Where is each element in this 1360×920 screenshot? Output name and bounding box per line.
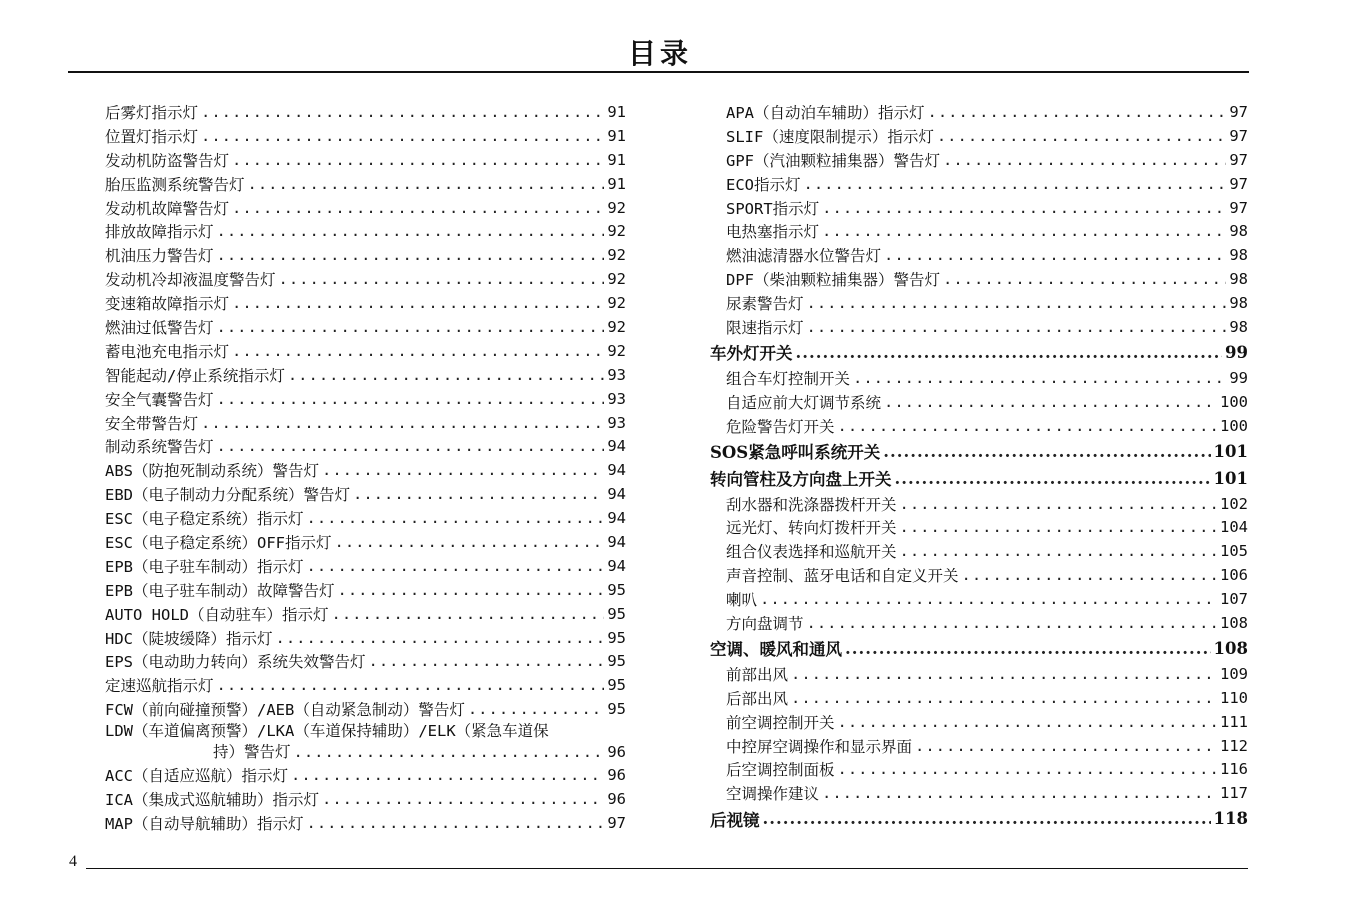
toc-entry-page: 93 xyxy=(607,389,626,408)
toc-entry-page: 100 xyxy=(1220,416,1248,435)
toc-entry[interactable] xyxy=(710,515,1248,539)
toc-entry[interactable] xyxy=(710,243,1248,267)
toc-entry-page: 94 xyxy=(607,485,626,504)
toc-entry[interactable] xyxy=(105,219,626,243)
toc-entry-page: 100 xyxy=(1220,392,1248,411)
dot-leader xyxy=(291,766,604,784)
toc-entry-label: EPS（电动助力转向）系统失效警告灯 xyxy=(105,653,366,672)
toc-entry[interactable] xyxy=(105,339,626,363)
dot-leader xyxy=(217,676,605,694)
toc-entry-label: 前空调控制开关 xyxy=(726,713,835,732)
toc-entry-label: 后部出风 xyxy=(726,689,789,708)
dot-leader xyxy=(791,689,1217,707)
toc-entry-page: 92 xyxy=(607,246,626,265)
toc-entry-label: 变速箱故障指示灯 xyxy=(105,295,230,314)
toc-entry-label: 空调、暖风和通风 xyxy=(710,640,842,660)
toc-entry-label: 燃油滤清器水位警告灯 xyxy=(726,247,882,266)
dot-leader xyxy=(845,639,1211,658)
dot-leader xyxy=(468,700,605,718)
toc-entry-label: 排放故障指示灯 xyxy=(105,223,214,242)
toc-entry-page: 104 xyxy=(1220,518,1248,537)
toc-entry-label: 安全带警告灯 xyxy=(105,414,199,433)
toc-entry-label: HDC（陡坡缓降）指示灯 xyxy=(105,629,273,648)
dot-leader xyxy=(322,790,604,808)
toc-entry-page: 106 xyxy=(1220,566,1248,585)
toc-entry-label: 中控屏空调操作和显示界面 xyxy=(726,737,913,756)
toc-entry-page: 110 xyxy=(1220,688,1248,707)
toc-entry[interactable] xyxy=(710,366,1248,390)
toc-entry[interactable] xyxy=(105,196,626,220)
toc-entry-label: 后雾灯指示灯 xyxy=(105,103,199,122)
toc-entry-page: 95 xyxy=(607,580,626,599)
toc-entry[interactable] xyxy=(710,291,1248,315)
toc-entry[interactable] xyxy=(105,578,626,602)
toc-entry-page: 95 xyxy=(607,628,626,647)
dot-leader xyxy=(763,809,1211,828)
toc-entry-label: 方向盘调节 xyxy=(726,614,804,633)
dot-leader xyxy=(791,665,1217,683)
toc-entry-label: 后空调控制面板 xyxy=(726,761,835,780)
toc-entry-page: 97 xyxy=(607,813,626,832)
toc-entry-label: 蓄电池充电指示灯 xyxy=(105,342,230,361)
toc-entry-label: 位置灯指示灯 xyxy=(105,127,199,146)
toc-entry-page: 96 xyxy=(607,743,626,762)
toc-entry-page: 99 xyxy=(1225,342,1248,362)
toc-section-entry[interactable] xyxy=(710,465,1248,492)
toc-left-column xyxy=(105,100,626,835)
toc-entry-page: 97 xyxy=(1229,150,1248,169)
dot-leader xyxy=(838,760,1217,778)
toc-entry-page: 92 xyxy=(607,198,626,217)
toc-entry-label: 安全气囊警告灯 xyxy=(105,390,214,409)
toc-entry[interactable] xyxy=(710,563,1248,587)
toc-entry-label: 胎压监测系统警告灯 xyxy=(105,175,245,194)
dot-leader xyxy=(838,417,1217,435)
toc-entry-label-line2 xyxy=(105,742,626,763)
toc-entry[interactable] xyxy=(105,811,626,835)
toc-entry-page: 95 xyxy=(607,676,626,695)
dot-leader xyxy=(822,222,1226,240)
dot-leader xyxy=(338,581,605,599)
dot-leader xyxy=(307,814,605,832)
toc-entry-label: 后视镜 xyxy=(710,810,760,830)
toc-entry[interactable] xyxy=(105,458,626,482)
dot-leader xyxy=(883,442,1210,461)
dot-leader xyxy=(335,533,605,551)
toc-section-entry[interactable] xyxy=(710,805,1248,832)
toc-entry-label: 组合仪表选择和巡航开关 xyxy=(726,543,897,562)
toc-entry-page: 98 xyxy=(1229,246,1248,265)
dot-leader xyxy=(900,495,1217,513)
toc-entry[interactable] xyxy=(105,291,626,315)
dot-leader xyxy=(232,294,604,312)
toc-entry-label: SPORT指示灯 xyxy=(726,199,820,218)
toc-entry-label: 远光灯、转向灯拨杆开关 xyxy=(726,519,897,538)
toc-entry-page: 91 xyxy=(607,174,626,193)
dot-leader xyxy=(217,222,605,240)
dot-leader xyxy=(332,605,605,623)
toc-entry-page: 93 xyxy=(607,413,626,432)
toc-entry-label: APA（自动泊车辅助）指示灯 xyxy=(726,103,925,122)
toc-entry[interactable] xyxy=(105,763,626,787)
toc-entry-page: 96 xyxy=(607,789,626,808)
toc-entry[interactable] xyxy=(710,710,1248,734)
dot-leader xyxy=(369,652,605,670)
toc-entry-label: 持）警告灯 xyxy=(213,743,291,762)
dot-leader xyxy=(943,270,1226,288)
toc-entry-label: 发动机冷却液温度警告灯 xyxy=(105,271,276,290)
toc-entry[interactable] xyxy=(105,697,626,721)
toc-entry-label: AUTO HOLD（自动驻车）指示灯 xyxy=(105,605,329,624)
toc-entry-page: 111 xyxy=(1220,712,1248,731)
toc-entry-label: 限速指示灯 xyxy=(726,318,804,337)
toc-entry-page: 101 xyxy=(1213,468,1248,488)
dot-leader xyxy=(943,151,1226,169)
toc-entry-page: 92 xyxy=(607,270,626,289)
toc-entry-page: 102 xyxy=(1220,494,1248,513)
toc-entry-page: 99 xyxy=(1229,368,1248,387)
toc-entry[interactable] xyxy=(710,315,1248,339)
toc-entry[interactable] xyxy=(710,492,1248,516)
dot-leader xyxy=(217,390,605,408)
toc-entry-label: 危险警告灯开关 xyxy=(726,417,835,436)
toc-entry[interactable] xyxy=(105,124,626,148)
toc-entry[interactable] xyxy=(105,506,626,530)
toc-entry-label: EBD（电子制动力分配系统）警告灯 xyxy=(105,486,350,505)
toc-entry-page: 94 xyxy=(607,461,626,480)
footer-rule xyxy=(86,868,1248,869)
toc-entry-label: SOS紧急呼叫系统开关 xyxy=(710,443,881,463)
toc-entry-label: 喇叭 xyxy=(726,591,758,610)
dot-leader xyxy=(760,590,1217,608)
toc-entry[interactable] xyxy=(105,482,626,506)
dot-leader xyxy=(915,737,1217,755)
toc-entry-label: 定速巡航指示灯 xyxy=(105,677,214,696)
toc-entry-label: 组合车灯控制开关 xyxy=(726,369,851,388)
dot-leader xyxy=(232,199,604,217)
dot-leader xyxy=(232,342,604,360)
toc-entry[interactable] xyxy=(710,124,1248,148)
toc-entry-label: 发动机防盗警告灯 xyxy=(105,151,230,170)
toc-entry-page: 105 xyxy=(1220,542,1248,561)
toc-entry[interactable] xyxy=(710,539,1248,563)
page-number: 4 xyxy=(69,853,77,870)
toc-entry-label: 机油压力警告灯 xyxy=(105,247,214,266)
dot-leader xyxy=(900,518,1217,536)
toc-entry[interactable] xyxy=(710,196,1248,220)
dot-leader xyxy=(201,127,604,145)
toc-entry[interactable] xyxy=(105,602,626,626)
title-rule xyxy=(68,71,1249,73)
toc-entry-page: 94 xyxy=(607,556,626,575)
toc-entry-label: 燃油过低警告灯 xyxy=(105,318,214,337)
toc-entry-label: 刮水器和洗涤器拨杆开关 xyxy=(726,495,897,514)
toc-entry-page: 98 xyxy=(1229,317,1248,336)
toc-entry-page: 97 xyxy=(1229,198,1248,217)
dot-leader xyxy=(307,509,605,527)
toc-entry[interactable] xyxy=(105,721,626,763)
toc-entry[interactable] xyxy=(105,100,626,124)
toc-entry[interactable] xyxy=(710,267,1248,291)
toc-entry-label: 制动系统警告灯 xyxy=(105,438,214,457)
toc-entry-page: 92 xyxy=(607,222,626,241)
toc-entry[interactable] xyxy=(710,781,1248,805)
toc-entry[interactable] xyxy=(710,686,1248,710)
dot-leader xyxy=(937,127,1227,145)
toc-entry[interactable] xyxy=(710,172,1248,196)
toc-entry[interactable] xyxy=(105,411,626,435)
toc-entry-label: 自适应前大灯调节系统 xyxy=(726,393,882,412)
toc-entry[interactable] xyxy=(105,530,626,554)
dot-leader xyxy=(276,629,605,647)
toc-right-column xyxy=(710,100,1248,832)
toc-entry-page: 91 xyxy=(607,102,626,121)
toc-section-entry[interactable] xyxy=(710,438,1248,465)
dot-leader xyxy=(248,175,605,193)
toc-entry[interactable] xyxy=(105,387,626,411)
toc-entry[interactable] xyxy=(710,734,1248,758)
toc-entry-page: 97 xyxy=(1229,126,1248,145)
toc-section-entry[interactable] xyxy=(710,635,1248,662)
dot-leader xyxy=(307,557,605,575)
toc-entry[interactable] xyxy=(105,649,626,673)
toc-entry[interactable] xyxy=(710,757,1248,781)
toc-entry-page: 98 xyxy=(1229,294,1248,313)
toc-entry-page: 108 xyxy=(1213,638,1248,658)
toc-entry-label: ACC（自适应巡航）指示灯 xyxy=(105,767,288,786)
toc-entry[interactable] xyxy=(710,414,1248,438)
toc-entry[interactable] xyxy=(710,100,1248,124)
toc-entry-page: 95 xyxy=(607,652,626,671)
toc-entry-label: EPB（电子驻车制动）指示灯 xyxy=(105,557,304,576)
toc-entry-label: 前部出风 xyxy=(726,665,789,684)
dot-leader xyxy=(807,294,1227,312)
dot-leader xyxy=(838,713,1217,731)
toc-entry-page: 109 xyxy=(1220,664,1248,683)
toc-entry-page: 96 xyxy=(607,766,626,785)
toc-entry-label: SLIF（速度限制提示）指示灯 xyxy=(726,127,934,146)
dot-leader xyxy=(804,175,1227,193)
toc-entry-page: 116 xyxy=(1220,760,1248,779)
toc-entry-label: 智能起动/停止系统指示灯 xyxy=(105,366,285,385)
toc-entry-page: 94 xyxy=(607,437,626,456)
toc-entry-page: 91 xyxy=(607,150,626,169)
toc-entry-page: 94 xyxy=(607,532,626,551)
dot-leader xyxy=(822,784,1217,802)
toc-entry-label-block xyxy=(105,721,626,763)
toc-entry-page: 92 xyxy=(607,294,626,313)
page-title: 目录 xyxy=(627,37,692,70)
dot-leader xyxy=(217,246,605,264)
toc-entry-page: 97 xyxy=(1229,102,1248,121)
dot-leader xyxy=(288,366,604,384)
dot-leader xyxy=(853,369,1226,387)
dot-leader xyxy=(279,270,605,288)
toc-entry[interactable] xyxy=(105,267,626,291)
toc-entry[interactable] xyxy=(105,673,626,697)
toc-entry[interactable] xyxy=(105,363,626,387)
toc-entry-label: LDW（车道偏离预警）/LKA（车道保持辅助）/ELK（紧急车道保 xyxy=(105,722,549,741)
toc-entry-page: 98 xyxy=(1229,270,1248,289)
toc-entry-label: MAP（自动导航辅助）指示灯 xyxy=(105,814,304,833)
toc-entry-page: 107 xyxy=(1220,590,1248,609)
dot-leader xyxy=(928,103,1227,121)
toc-entry-page: 95 xyxy=(607,604,626,623)
toc-entry-label: ESC（电子稳定系统）指示灯 xyxy=(105,510,304,529)
dot-leader xyxy=(796,343,1223,362)
toc-entry-page: 112 xyxy=(1220,736,1248,755)
toc-entry-label: 尿素警告灯 xyxy=(726,295,804,314)
dot-leader xyxy=(900,542,1217,560)
toc-entry[interactable] xyxy=(105,315,626,339)
toc-entry-label: GPF（汽油颗粒捕集器）警告灯 xyxy=(726,151,940,170)
toc-entry[interactable] xyxy=(710,219,1248,243)
toc-entry-label: ECO指示灯 xyxy=(726,175,801,194)
toc-entry[interactable] xyxy=(710,611,1248,635)
toc-entry-label: EPB（电子驻车制动）故障警告灯 xyxy=(105,581,335,600)
toc-entry[interactable] xyxy=(710,148,1248,172)
toc-entry-label: ICA（集成式巡航辅助）指示灯 xyxy=(105,790,319,809)
toc-entry-page: 95 xyxy=(607,700,626,719)
toc-entry-page: 118 xyxy=(1213,809,1248,829)
toc-entry-label: DPF（柴油颗粒捕集器）警告灯 xyxy=(726,271,940,290)
toc-entry[interactable] xyxy=(105,172,626,196)
toc-entry-label: 转向管柱及方向盘上开关 xyxy=(710,470,892,490)
toc-entry-label: 车外灯开关 xyxy=(710,344,793,364)
dot-leader xyxy=(353,485,604,503)
dot-leader xyxy=(217,437,605,455)
toc-entry-label: 声音控制、蓝牙电话和自定义开关 xyxy=(726,567,959,586)
toc-entry-page: 101 xyxy=(1213,441,1248,461)
toc-entry-page: 92 xyxy=(607,341,626,360)
toc-entry[interactable] xyxy=(710,662,1248,686)
dot-leader xyxy=(201,414,604,432)
dot-leader xyxy=(884,393,1217,411)
toc-entry[interactable] xyxy=(105,787,626,811)
toc-entry-page: 108 xyxy=(1220,613,1248,632)
toc-entry-label: ABS（防抱死制动系统）警告灯 xyxy=(105,462,319,481)
toc-entry-label: 电热塞指示灯 xyxy=(726,223,820,242)
toc-entry-page: 117 xyxy=(1220,784,1248,803)
toc-entry[interactable] xyxy=(105,554,626,578)
dot-leader xyxy=(232,151,604,169)
toc-entry-label: ESC（电子稳定系统）OFF指示灯 xyxy=(105,533,332,552)
dot-leader xyxy=(884,246,1226,264)
dot-leader xyxy=(294,742,605,763)
toc-entry[interactable] xyxy=(105,434,626,458)
toc-entry[interactable] xyxy=(710,390,1248,414)
toc-entry-page: 97 xyxy=(1229,174,1248,193)
dot-leader xyxy=(822,199,1226,217)
dot-leader xyxy=(807,614,1217,632)
toc-entry-label: 发动机故障警告灯 xyxy=(105,199,230,218)
toc-entry[interactable] xyxy=(105,148,626,172)
toc-entry-page: 94 xyxy=(607,509,626,528)
toc-entry[interactable] xyxy=(105,243,626,267)
toc-entry[interactable] xyxy=(105,626,626,650)
toc-entry-page: 92 xyxy=(607,317,626,336)
dot-leader xyxy=(807,318,1227,336)
toc-entry-label: FCW（前向碰撞预警）/AEB（自动紧急制动）警告灯 xyxy=(105,701,465,720)
dot-leader xyxy=(895,469,1211,488)
dot-leader xyxy=(201,103,604,121)
toc-entry-page: 98 xyxy=(1229,222,1248,241)
dot-leader xyxy=(322,461,604,479)
toc-entry-page: 93 xyxy=(607,365,626,384)
dot-leader xyxy=(962,566,1217,584)
dot-leader xyxy=(217,318,605,336)
toc-entry-page: 91 xyxy=(607,126,626,145)
toc-entry[interactable] xyxy=(710,587,1248,611)
toc-entry-label: 空调操作建议 xyxy=(726,785,820,804)
toc-section-entry[interactable] xyxy=(710,339,1248,366)
